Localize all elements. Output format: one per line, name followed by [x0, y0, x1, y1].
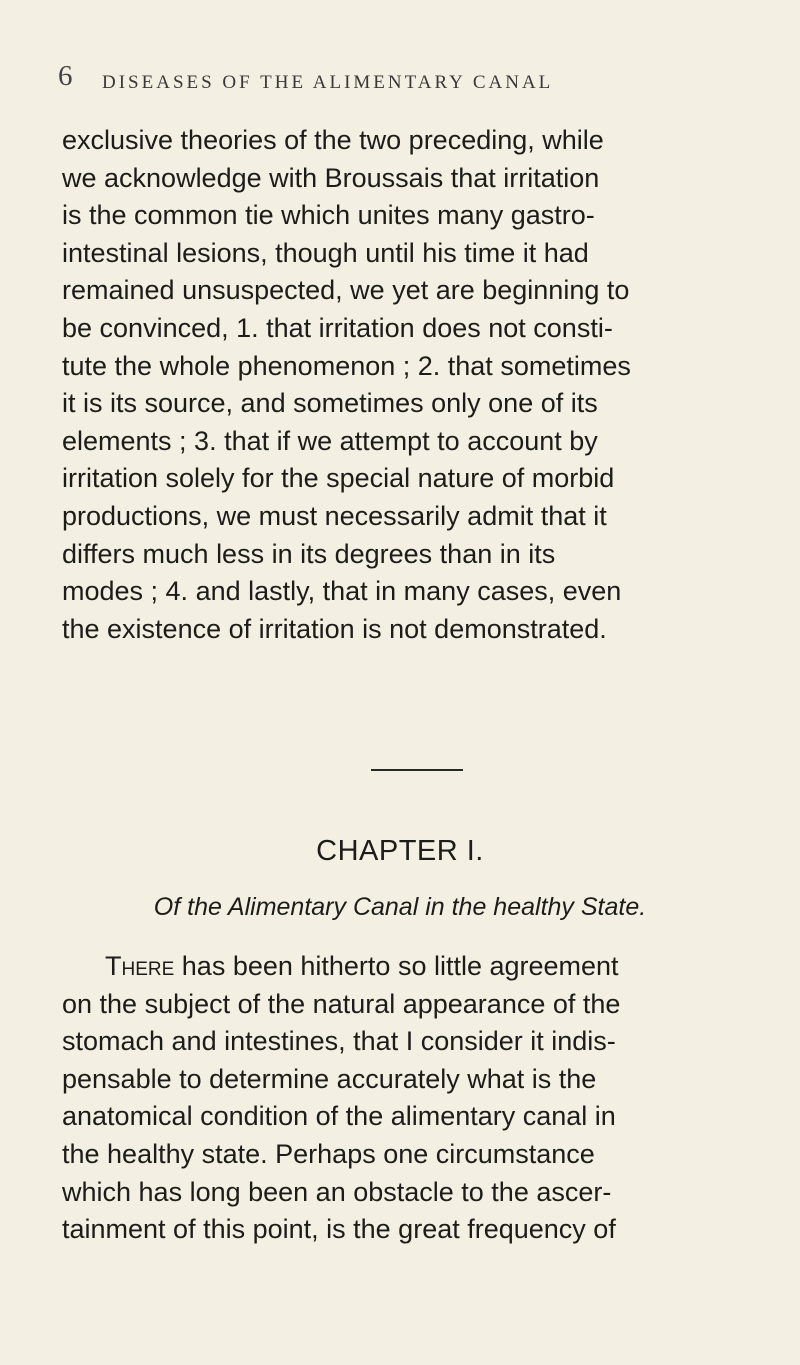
text-line: is the common tie which unites many gastro-: [62, 200, 595, 231]
text-line: differs much less in its degrees than in its: [62, 538, 556, 569]
drop-word: There: [105, 951, 175, 981]
text-line: anatomical condition of the alimentary canal in: [62, 1101, 616, 1132]
text-line: tainment of this point, is the great frequency of: [62, 1214, 616, 1245]
chapter-subtitle: Of the Alimentary Canal in the healthy State.: [153, 893, 647, 921]
running-head: [58, 60, 758, 100]
text-line: stomach and intestines, that I consider it indis-: [62, 1026, 616, 1057]
text-line: elements ; 3. that if we attempt to account by: [62, 425, 598, 456]
running-title: DISEASES OF THE ALIMENTARY CANAL: [102, 72, 554, 93]
text-line: irritation solely for the special nature of morbid: [62, 463, 615, 494]
first-line-rest: has been hitherto so little agreement: [174, 951, 619, 981]
text-line: the healthy state. Perhaps one circumstance: [62, 1138, 595, 1169]
text-line: remained unsuspected, we yet are beginning to: [62, 275, 630, 306]
text-line: on the subject of the natural appearance of the: [62, 988, 621, 1019]
chapter-paragraph: [62, 948, 752, 1249]
text-line: the existence of irritation is not demonstrated.: [62, 613, 607, 644]
text-line: tute the whole phenomenon ; 2. that sometimes: [62, 350, 631, 381]
text-line: pensable to determine accurately what is the: [62, 1063, 597, 1094]
text-line: we acknowledge with Broussais that irritation: [62, 162, 600, 193]
chapter-heading: CHAPTER I.: [316, 835, 484, 867]
text-line: which has long been an obstacle to the ascer-: [62, 1176, 612, 1207]
intro-paragraph: [62, 122, 752, 648]
text-line: exclusive theories of the two preceding, while: [62, 125, 604, 155]
text-line: intestinal lesions, though until his time it had: [62, 237, 589, 268]
section-divider: [371, 769, 463, 771]
text-line: it is its source, and sometimes only one of its: [62, 388, 598, 419]
text-line: modes ; 4. and lastly, that in many cases, even: [62, 576, 622, 607]
text-line: be convinced, 1. that irritation does not consti-: [62, 312, 613, 343]
first-text-line: [62, 948, 752, 986]
text-line: productions, we must necessarily admit that it: [62, 500, 607, 531]
page-number: 6: [58, 60, 73, 92]
